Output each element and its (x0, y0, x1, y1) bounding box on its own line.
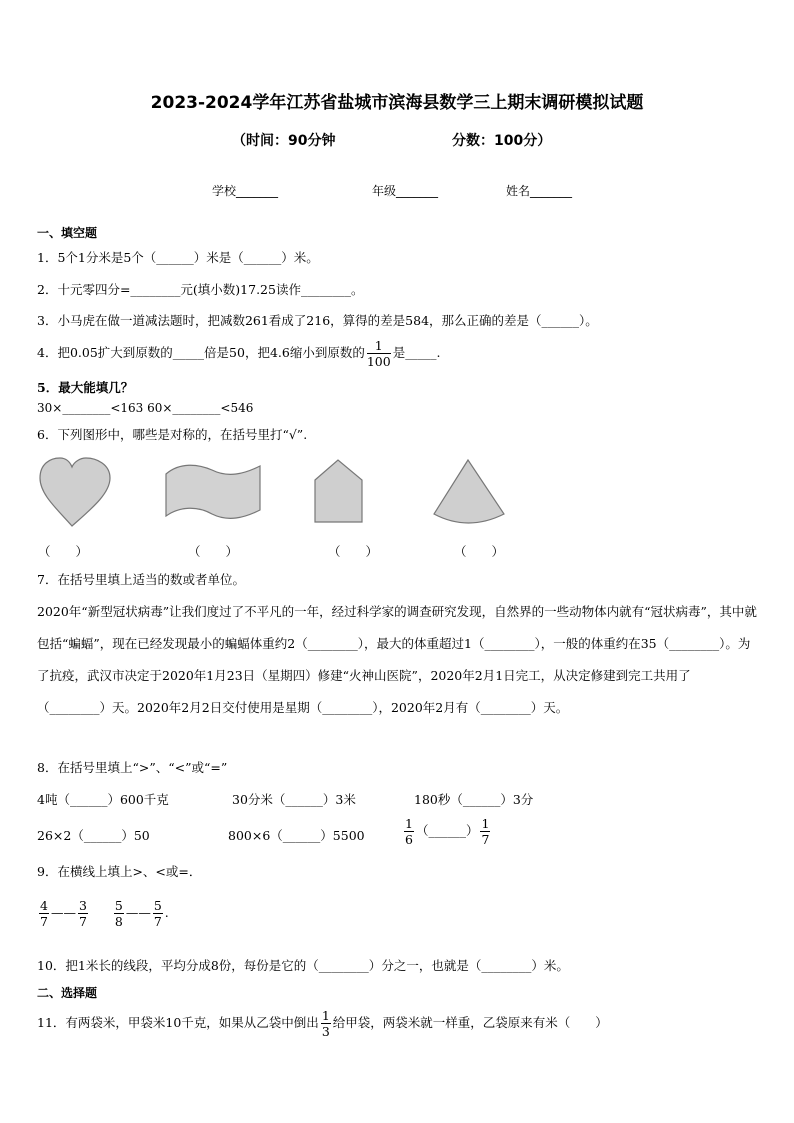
fraction-denominator: 7 (153, 914, 162, 929)
fraction-1-100 (367, 338, 391, 369)
question-11-text-a: 11．有两袋米，甲袋米10千克，如果从乙袋中倒出 (37, 1015, 319, 1030)
q8-item-1: 4吨（______）600千克 (37, 792, 169, 807)
q9-blank-1: —— (50, 905, 76, 920)
question-4-text-a: 4．把0.05扩大到原数的_____倍是50，把4.6缩小到原数的 (37, 345, 365, 360)
fraction-3-7 (78, 898, 88, 929)
q8-item-3: 180秒（______）3分 (414, 792, 534, 807)
question-9: 9．在横线上填上>、<或=． (37, 864, 202, 879)
page-title: 2023-2024学年江苏省盐城市滨海县数学三上期末调研模拟试题 (150, 93, 644, 113)
question-2: 2．十元零四分=________元(填小数)17.25读作________。 (37, 282, 364, 297)
question-11-text-b: 给甲袋，两袋米就一样重，乙袋原来有米（ ） (332, 1015, 608, 1030)
name-field: 姓名_______ (506, 184, 573, 198)
fraction-denominator: 7 (78, 914, 87, 929)
fraction-numerator: 5 (114, 898, 123, 913)
fraction-numerator: 1 (405, 816, 413, 831)
fraction-denominator: 100 (366, 354, 391, 369)
q9-end: . (164, 905, 169, 920)
fraction-numerator: 1 (481, 816, 490, 831)
shape-1-answer[interactable]: （ ） (38, 544, 89, 559)
q8-compare-blank: （______） (415, 823, 479, 838)
question-8: 8．在括号里填上“>”、“<”或“=” (37, 760, 228, 775)
pentagon-house-shape (315, 460, 362, 522)
question-9-items (37, 898, 169, 929)
fraction-numerator: 4 (40, 898, 48, 913)
exam-score: 分数：100分） (452, 133, 552, 149)
fraction-1-3 (321, 1008, 331, 1039)
exam-time: （时间：90分钟 (232, 133, 336, 149)
fraction-numerator: 1 (321, 1008, 330, 1023)
shape-2-answer[interactable]: （ ） (188, 544, 239, 559)
question-4 (37, 338, 440, 369)
fraction-numerator: 1 (367, 338, 391, 354)
q8-item-6 (402, 816, 492, 847)
section-fill-in: 一、填空题 (37, 226, 98, 240)
fraction-numerator: 3 (78, 898, 87, 913)
q9-blank-2: —— (125, 905, 151, 920)
question-1: 1．5个1分米是5个（______）米是（______）米。 (37, 250, 319, 265)
symmetry-shapes (30, 452, 530, 540)
question-6: 6．下列图形中，哪些是对称的，在括号里打“√”. (37, 427, 308, 442)
question-7-paragraph: 2020年“新型冠状病毒”让我们度过了不平凡的一年，经过科学家的调查研究发现，自然界的一些动物体内就有“冠状病毒”，其中就包括“蝙蝠”，现在已经发现最小的蝙蝠体重约2（________），最大的体重超过1（________），一般的体重约在35（________）。为了抗疫，武汉市决定于2020年1月23日（星期四）修建“火神山医院”，2020年2月1日完工，从决定修建到完工共用了（________）天。2020年2月2日交付使用是星期（________），2020年2月有（________）天。 (37, 604, 757, 715)
question-11 (37, 1008, 608, 1039)
school-field: 学校_______ (212, 184, 279, 198)
fraction-1-6 (404, 816, 414, 847)
fraction-5-7 (153, 898, 163, 929)
fraction-numerator: 5 (153, 898, 162, 913)
q8-item-2: 30分米（______）3米 (232, 792, 356, 807)
section-choice: 二、选择题 (37, 986, 98, 1000)
fraction-5-8 (114, 898, 124, 929)
heart-shape (40, 458, 110, 526)
shape-4-answer[interactable]: （ ） (454, 544, 505, 559)
question-4-text-b: 是_____. (392, 345, 441, 360)
question-10: 10．把1米长的线段，平均分成8份，每份是它的（________）分之一，也就是（________）米。 (37, 958, 569, 973)
fraction-denominator: 6 (405, 832, 413, 847)
flag-shape (166, 465, 260, 518)
shape-3-answer[interactable]: （ ） (328, 544, 379, 559)
fraction-4-7 (39, 898, 49, 929)
fraction-denominator: 8 (114, 914, 123, 929)
question-3: 3．小马虎在做一道减法题时，把减数261看成了216，算得的差是584，那么正确的差是（______）。 (37, 313, 598, 328)
q8-item-5: 800×6（______）5500 (228, 828, 365, 843)
grade-field: 年级_______ (372, 184, 439, 198)
question-7: 7．在括号里填上适当的数或者单位。 (37, 572, 245, 587)
question-5-items: 30×________<163 60×________<546 (37, 401, 254, 415)
q8-item-4: 26×2（______）50 (37, 828, 150, 843)
fraction-denominator: 7 (481, 832, 490, 847)
fraction-denominator: 3 (321, 1024, 330, 1039)
fraction-denominator: 7 (40, 914, 48, 929)
fraction-1-7 (480, 816, 490, 847)
question-5: 5．最大能填几？ (37, 380, 134, 395)
fan-sector-shape (434, 460, 504, 523)
